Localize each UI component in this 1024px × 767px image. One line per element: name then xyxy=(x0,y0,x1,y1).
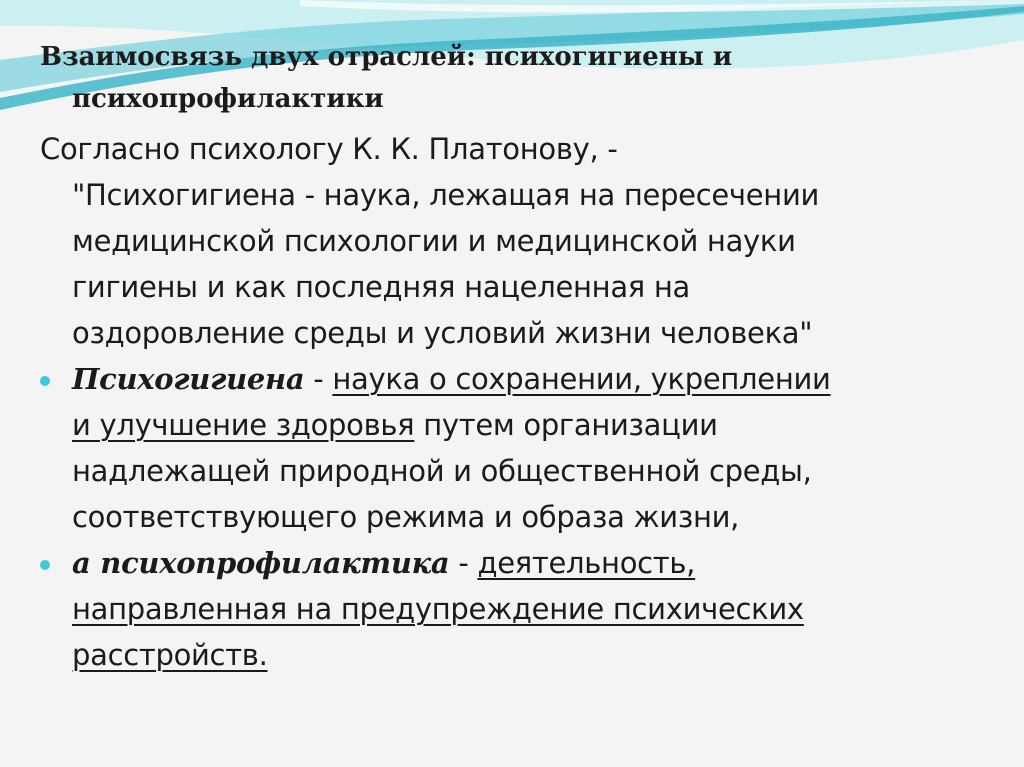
bullet1-line-1 xyxy=(40,356,1000,402)
bullet1-line-3: надлежащей природной и общественной среды, xyxy=(72,454,812,488)
slide-body xyxy=(40,126,1000,678)
term-psychoprophylaxis: а психопрофилактика xyxy=(72,546,450,580)
intro-line-4: гигиены и как последняя нацеленная на xyxy=(72,270,690,304)
bullet-dot-icon xyxy=(40,376,50,386)
bullet2-line-1 xyxy=(40,540,1000,586)
bullet1-rest: путем организации xyxy=(414,408,718,442)
bullet-psychoprophylaxis xyxy=(40,540,1000,678)
bullet1-definition-part-2: и улучшение здоровья xyxy=(72,408,415,442)
bullet-dot-icon xyxy=(40,560,50,570)
bullet-psychohygiene xyxy=(40,356,1000,540)
slide-title xyxy=(40,36,940,120)
intro-paragraph xyxy=(40,126,1000,356)
bullet1-dash: - xyxy=(304,362,333,396)
bullet1-line-4: соответствующего режима и образа жизни, xyxy=(72,500,740,534)
bullet2-definition-part-3: расстройств. xyxy=(72,638,268,672)
bullet2-line-2 xyxy=(40,586,1000,632)
bullet1-definition-part-1: наука о сохранении, укреплении xyxy=(332,362,831,396)
bullet2-definition-part-2: направленная на предупреждение психических xyxy=(72,592,804,626)
bullet1-line-2 xyxy=(40,402,1000,448)
bullet2-line-3 xyxy=(40,632,1000,678)
intro-line-1: Согласно психологу К. К. Платонову, - xyxy=(40,132,618,166)
bullet2-definition-part-1: деятельность, xyxy=(477,546,696,580)
bullet2-dash: - xyxy=(449,546,478,580)
intro-line-3: медицинской психологии и медицинской науки xyxy=(72,224,796,258)
title-line-2: психопрофилактики xyxy=(72,84,384,114)
title-line-1: Взаимосвязь двух отраслей: психогигиены и xyxy=(40,42,733,72)
intro-line-5: оздоровление среды и условий жизни человека" xyxy=(72,316,813,350)
intro-line-2: "Психогигиена - наука, лежащая на пересечении xyxy=(72,178,820,212)
term-psychohygiene: Психогигиена xyxy=(72,362,305,396)
